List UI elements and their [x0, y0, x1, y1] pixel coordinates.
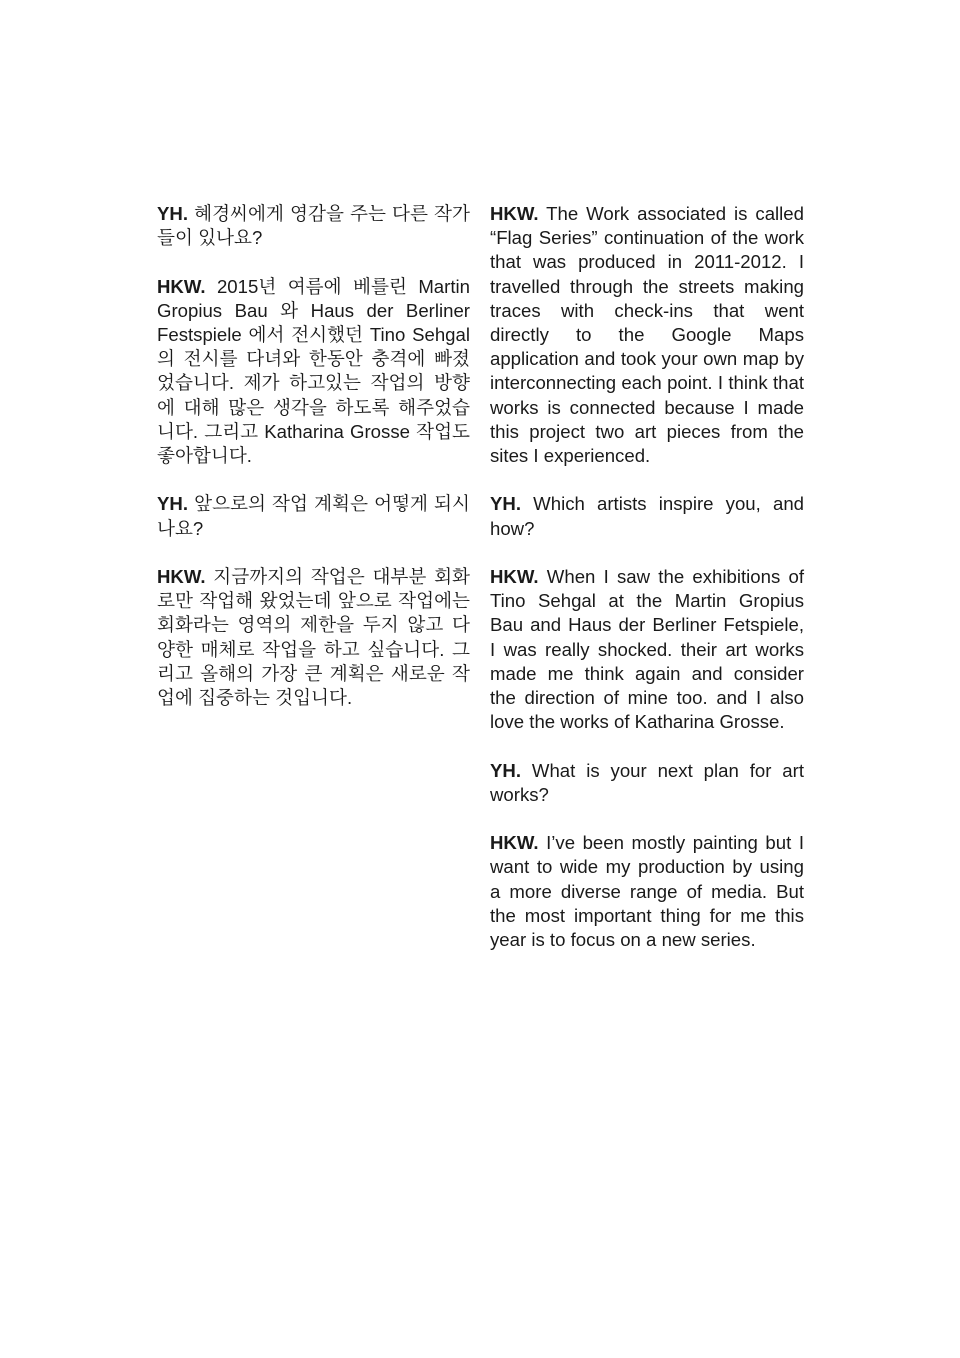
speaker-label: YH. [490, 493, 521, 515]
speaker-label: HKW. [490, 566, 539, 588]
qa-answer [490, 202, 804, 468]
qa-answer [157, 565, 470, 710]
qa-answer [490, 831, 804, 952]
answer-text: 지금까지의 작업은 대부분 회화로만 작업해 왔었는데 앞으로 작업에는 회화라는 영역의 제한을 두지 않고 다양한 매체로 작업을 하고 싶습니다. 그리고 올해의 가장 큰 계획은 새로운 작업에 집중하는 것입니다. [157, 566, 471, 709]
qa-answer [490, 565, 804, 734]
qa-question [157, 202, 470, 250]
korean-column [157, 202, 470, 734]
question-text: Which artists inspire you, and how? [490, 493, 805, 539]
speaker-label: YH. [157, 203, 188, 224]
answer-text: 2015년 여름에 베를린 Martin Gropius Bau 와 Haus der Berliner Festspiele 에서 전시했던 Tino Sehgal 의 전시를 다녀와 한동안 충격에 빠졌었습니다. 제가 하고있는 작업의 방향에 대해 많은 생각을 하도록 해주었습니다. 그리고 Katharina Grosse 작업도 좋아합니다. [157, 275, 470, 467]
answer-text: When I saw the exhibitions of Tino Sehgal at the Martin Gropius Bau and Haus der Berliner Fetspiele, I was really shocked. their art works made me think again and consider the direction of mine too. and I also love the works of Katharina Grosse. [490, 566, 804, 733]
speaker-label: HKW. [157, 566, 206, 587]
qa-answer [157, 275, 470, 469]
qa-question [490, 492, 804, 540]
answer-text: The Work associated is called “Flag Series” continuation of the work that was produced in 2011-2012. I travelled through the streets making traces with check-ins that went directly to the Google Maps application and took your own map by interconnecting each point. I think that works is connected because I made this project two art pieces from the sites I experienced. [490, 203, 804, 467]
speaker-label: HKW. [490, 203, 539, 224]
speaker-label: HKW. [490, 832, 539, 854]
speaker-label: YH. [157, 493, 188, 515]
qa-question [490, 759, 804, 807]
answer-text: I’ve been mostly painting but I want to wide my production by using a more diverse range of media. But the most important thing for me this year is to focus on a new series. [490, 832, 804, 951]
question-text: What is your next plan for art works? [490, 759, 804, 805]
question-text: 앞으로의 작업 계획은 어떻게 되시나요? [157, 493, 470, 539]
speaker-label: HKW. [157, 275, 206, 297]
english-column [490, 202, 804, 976]
qa-question [157, 492, 470, 540]
speaker-label: YH. [490, 759, 521, 781]
question-text: 혜경씨에게 영감을 주는 다른 작가들이 있나요? [157, 203, 470, 249]
